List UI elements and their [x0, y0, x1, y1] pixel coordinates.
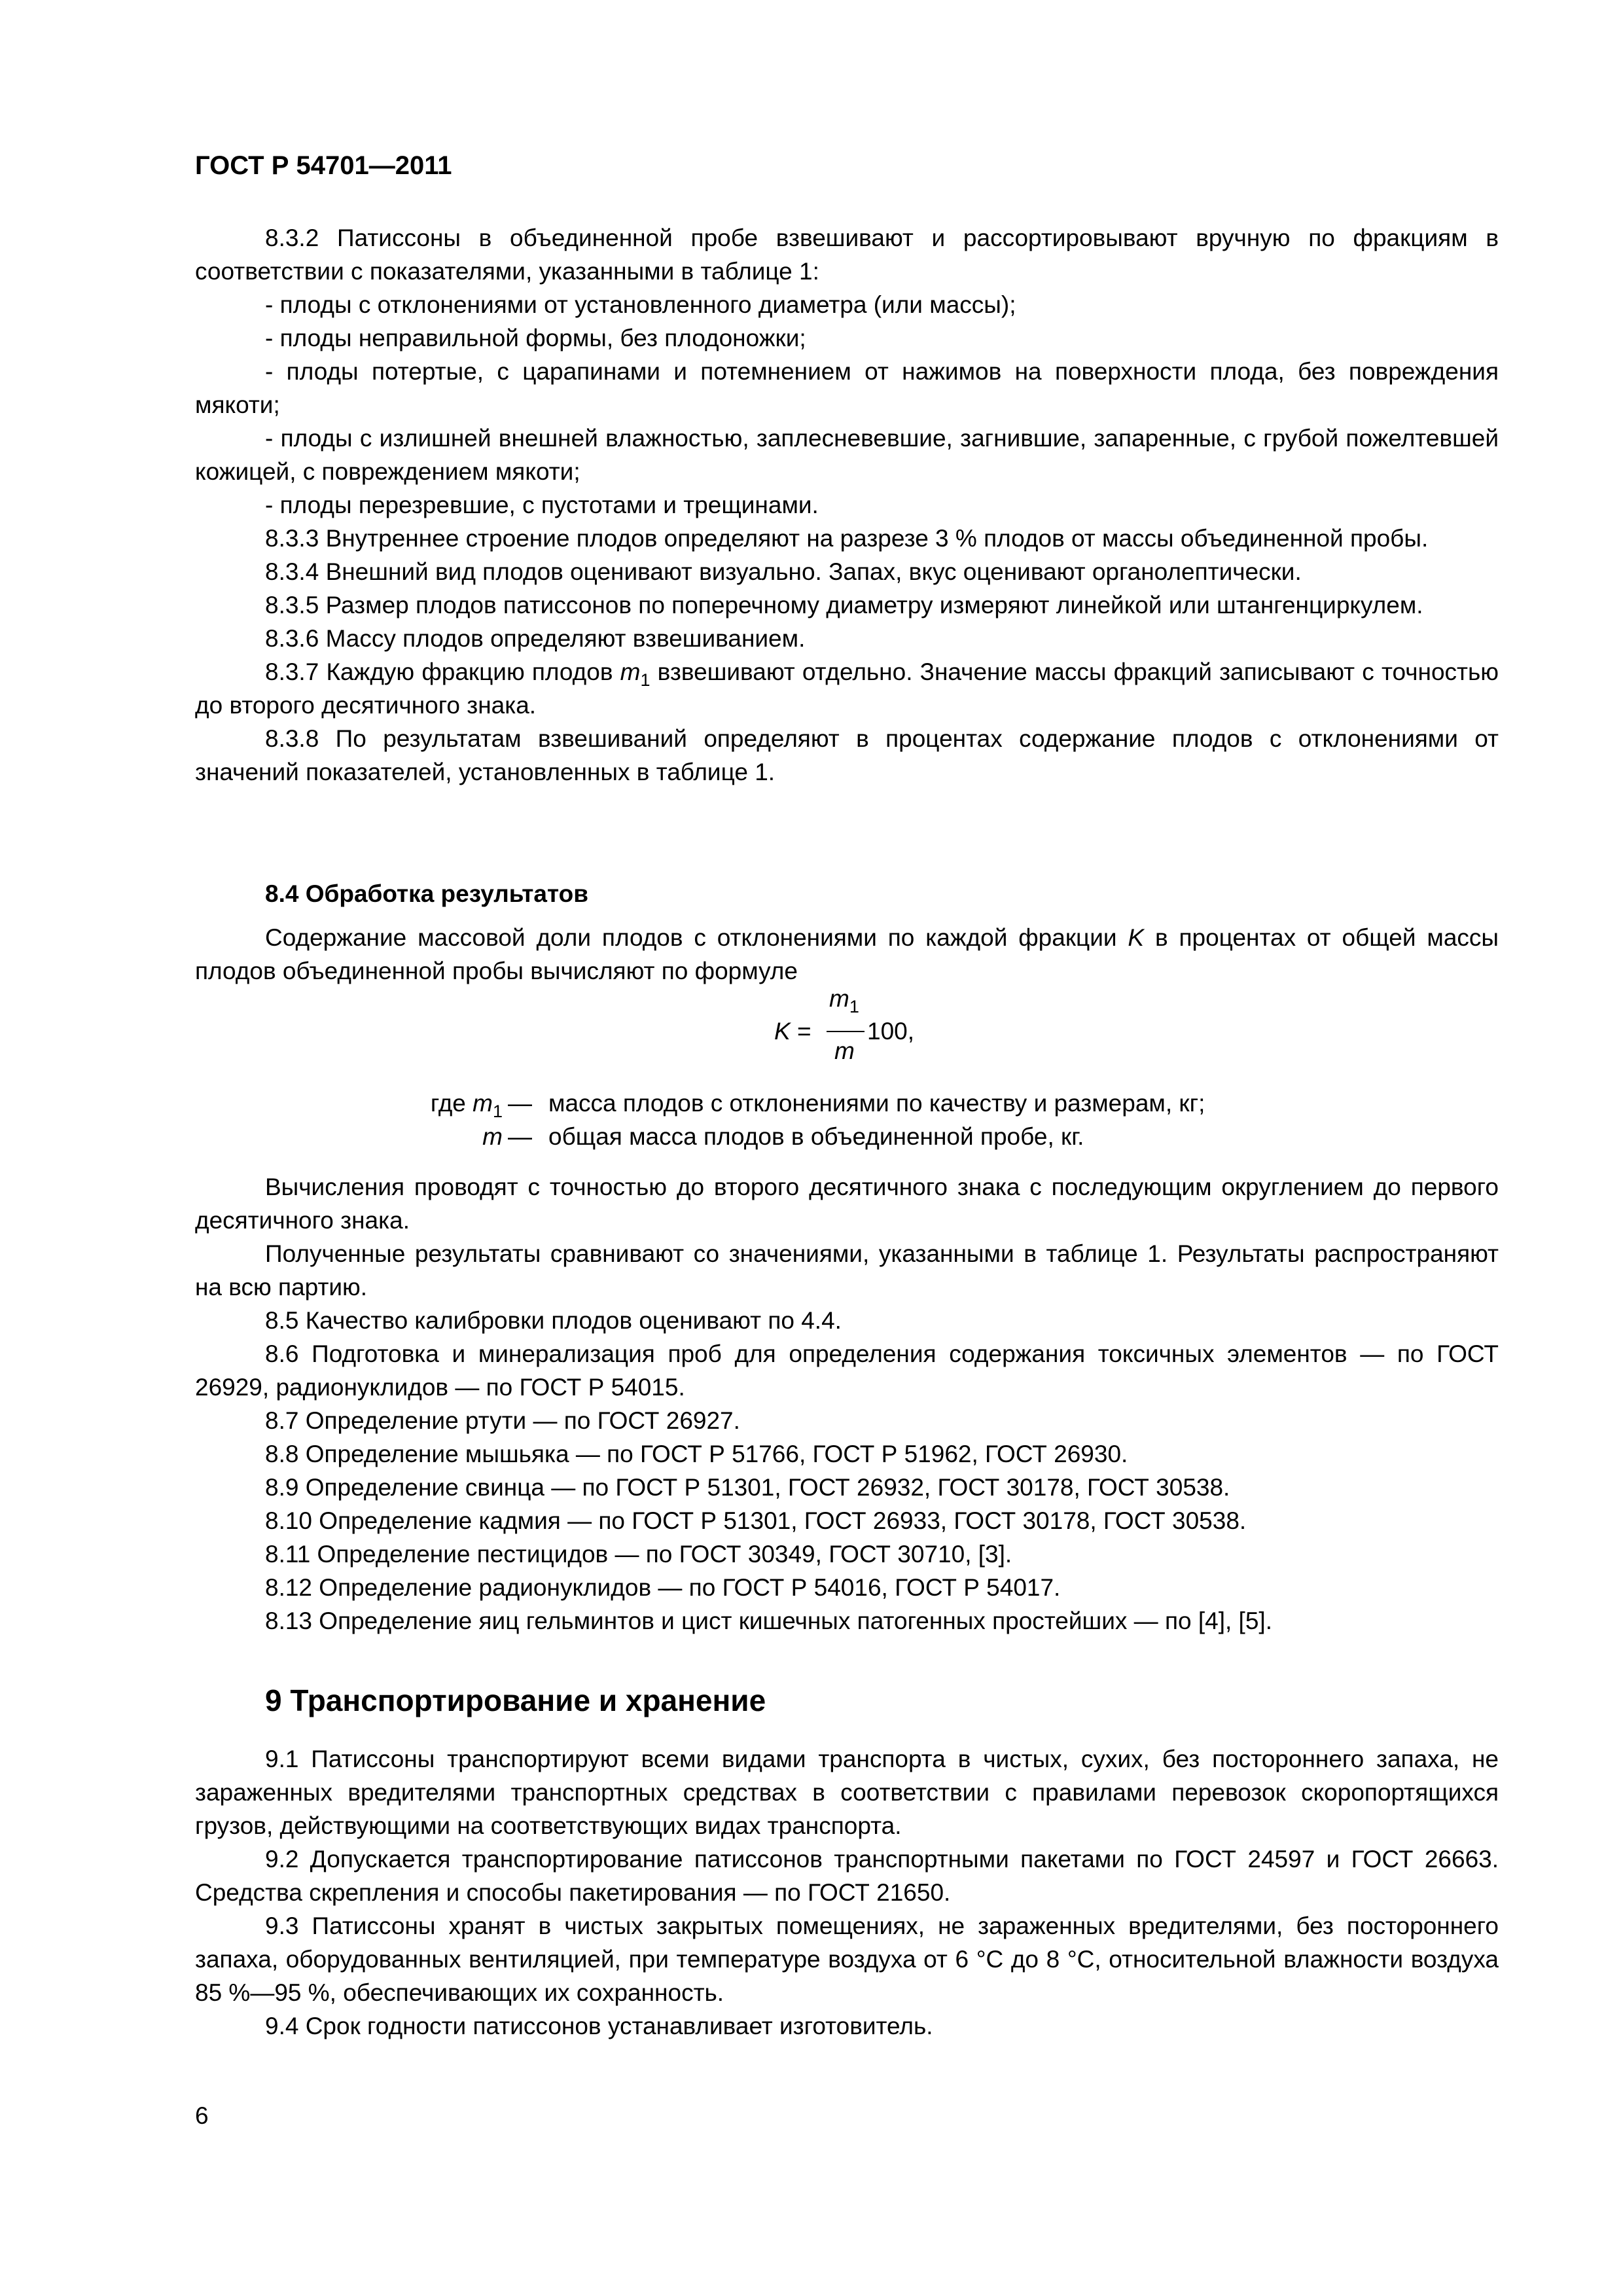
- formula-numerator-m: m: [829, 985, 849, 1012]
- legend-m1-var: [473, 1090, 503, 1121]
- symbol-k: K: [1128, 924, 1145, 951]
- legend-m1-subscript: 1: [492, 1102, 503, 1121]
- paragraph-8-9: 8.9 Определение свинца — по ГОСТ Р 51301, ГОСТ 26932, ГОСТ 30178, ГОСТ 30538.: [265, 1474, 1230, 1501]
- subscript-1: 1: [640, 670, 651, 690]
- paragraph-8-3-7-end: взвешивают отдельно. Значение массы фракций записывают с точностью до второго десятичного знака.: [195, 658, 1499, 719]
- formula-k: [769, 979, 965, 1077]
- formula-intro-start: Содержание массовой доли плодов с отклонениями по каждой фракции: [265, 924, 1128, 951]
- formula-equals: =: [790, 1018, 812, 1045]
- paragraph-8-3-5: 8.3.5 Размер плодов патиссонов по поперечному диаметру измеряют линейкой или штангенциркулем.: [265, 592, 1423, 619]
- paragraph-8-3-7: [195, 655, 1499, 722]
- legend-lead: где: [430, 1090, 473, 1117]
- paragraph-8-3-2: 8.3.2 Патиссоны в объединенной пробе взвешивают и рассортировывают вручную по фракциям в соответствии с показателями, указанными в таблице 1:: [195, 224, 1499, 285]
- fraction-bar: [827, 1031, 865, 1032]
- section-8-4-block: [195, 877, 1499, 988]
- paragraph-8-10: 8.10 Определение кадмия — по ГОСТ Р 51301, ГОСТ 26933, ГОСТ 30178, ГОСТ 30538.: [265, 1507, 1247, 1534]
- legend-desc-m1: масса плодов с отклонениями по качеству и размерам, кг;: [548, 1090, 1205, 1117]
- section-8-5-block: [195, 1170, 1499, 1638]
- paragraph-8-11: 8.11 Определение пестицидов — по ГОСТ 30349, ГОСТ 30710, [3].: [265, 1541, 1012, 1568]
- paragraph-8-6: 8.6 Подготовка и минерализация проб для определения содержания токсичных элементов — по ГОСТ 26929, радионуклидов — по ГОСТ Р 54015.: [195, 1340, 1499, 1401]
- paragraph-8-7: 8.7 Определение ртути — по ГОСТ 26927.: [265, 1407, 740, 1434]
- formula-multiplier: 100,: [867, 1018, 915, 1045]
- paragraph-8-3-3: 8.3.3 Внутреннее строение плодов определяют на разрезе 3 % плодов от массы объединенной пробы.: [265, 525, 1429, 552]
- legend-desc-m: общая масса плодов в объединенной пробе, кг.: [548, 1123, 1084, 1150]
- formula-k-symbol: K: [774, 1018, 791, 1045]
- symbol-m1: [620, 658, 651, 690]
- paragraph-calculation: Вычисления проводят с точностью до второго десятичного знака с последующим округлением до первого десятичного знака.: [195, 1174, 1499, 1234]
- symbol-m: m: [620, 658, 641, 685]
- paragraph-9-3: 9.3 Патиссоны хранят в чистых закрытых помещениях, не зараженных вредителями, без постороннего запаха, оборудованных вентиляцией, при температуре воздуха от 6 °С до 8 °С, относительной влажности воздуха 85 %—95 %, обеспечивающих их сохранность.: [195, 1912, 1499, 2006]
- paragraph-8-13: 8.13 Определение яиц гельминтов и цист кишечных патогенных простейших — по [4], [5].: [265, 1607, 1272, 1634]
- formula-numerator: [829, 982, 859, 1015]
- list-item-moisture: - плоды с излишней внешней влажностью, заплесневевшие, загнившие, запаренные, с грубой пожелтевшей кожицей, с повреждением мякоти;: [195, 425, 1499, 485]
- legend-row-m1: [195, 1086, 1499, 1120]
- legend-m1-letter: m: [473, 1090, 493, 1117]
- paragraph-9-2: 9.2 Допускается транспортирование патиссонов транспортными пакетами по ГОСТ 24597 и ГОСТ 26663. Средства скрепления и способы пакетирования — по ГОСТ 21650.: [195, 1846, 1499, 1906]
- list-item-scratches: - плоды потертые, с царапинами и потемнением от нажимов на поверхности плода, без повреждения мякоти;: [195, 358, 1499, 418]
- section-9-title: 9 Транспортирование и хранение: [265, 1683, 766, 1717]
- list-item-overripe: - плоды перезревшие, с пустотами и трещинами.: [265, 492, 819, 518]
- legend-row-m: [195, 1120, 1499, 1153]
- section-8-4-title: 8.4 Обработка результатов: [265, 880, 588, 907]
- paragraph-8-5: 8.5 Качество калибровки плодов оценивают по 4.4.: [265, 1307, 842, 1334]
- paragraph-8-3-7-start: 8.3.7 Каждую фракцию плодов: [265, 658, 620, 685]
- list-item-diameter: - плоды с отклонениями от установленного диаметра (или массы);: [265, 291, 1016, 318]
- paragraph-9-4: 9.4 Срок годности патиссонов устанавливает изготовитель.: [265, 2013, 933, 2039]
- formula-legend: [195, 1086, 1499, 1153]
- legend-symbol-m: m: [482, 1123, 503, 1150]
- list-item-shape: - плоды неправильной формы, без плодоножки;: [265, 325, 806, 351]
- paragraph-8-8: 8.8 Определение мышьяка — по ГОСТ Р 51766, ГОСТ Р 51962, ГОСТ 26930.: [265, 1441, 1128, 1467]
- legend-dash-2: —: [508, 1123, 532, 1150]
- legend-symbol-m1: [431, 1086, 503, 1120]
- paragraph-8-3-4: 8.3.4 Внешний вид плодов оценивают визуально. Запах, вкус оценивают органолептически.: [265, 558, 1302, 585]
- document-code-header: ГОСТ Р 54701—2011: [195, 151, 452, 180]
- section-8-3-block: [195, 221, 1499, 789]
- legend-dash-1: —: [508, 1090, 532, 1117]
- paragraph-results: Полученные результаты сравнивают со значениями, указанными в таблице 1. Результаты распространяют на всю партию.: [195, 1240, 1499, 1300]
- page-number: 6: [195, 2102, 209, 2129]
- formula-lhs: [774, 1014, 812, 1048]
- formula-numerator-subscript: 1: [849, 997, 859, 1016]
- paragraph-9-1: 9.1 Патиссоны транспортируют всеми видами транспорта в чистых, сухих, без постороннего запаха, не зараженных вредителями транспортных средствах в соответствии с правилами перевозок скоропортящихся грузов, действующими на соответствующих видах транспорта.: [195, 1746, 1499, 1839]
- formula-intro-end: в процентах от общей массы плодов объединенной пробы вычисляют по формуле: [195, 924, 1499, 984]
- formula-denominator: m: [834, 1037, 855, 1064]
- formula-intro: [195, 921, 1499, 988]
- section-9-block: [195, 1681, 1499, 2043]
- paragraph-8-12: 8.12 Определение радионуклидов — по ГОСТ Р 54016, ГОСТ Р 54017.: [265, 1574, 1061, 1601]
- paragraph-8-3-8: 8.3.8 По результатам взвешиваний определяют в процентах содержание плодов с отклонениями от значений показателей, установленных в таблице 1.: [195, 725, 1499, 785]
- paragraph-8-3-6: 8.3.6 Массу плодов определяют взвешиванием.: [265, 625, 806, 652]
